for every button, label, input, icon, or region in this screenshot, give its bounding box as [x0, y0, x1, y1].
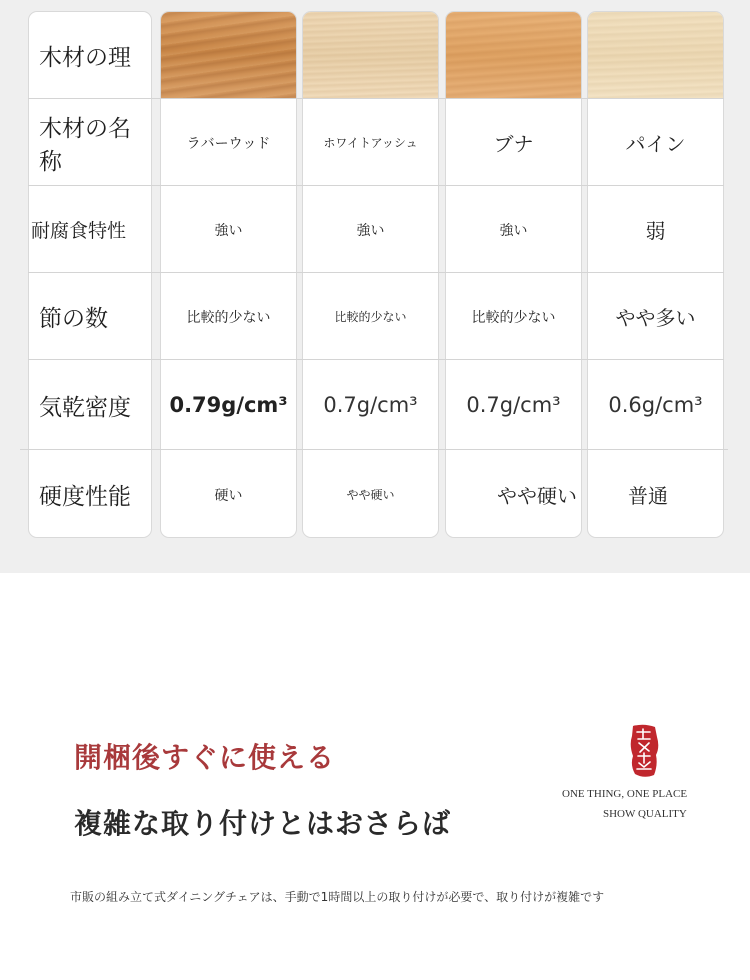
row-label-grain: 木材の理	[39, 45, 131, 71]
density-value: 0.79g/cm³	[169, 393, 288, 417]
table-divider	[20, 449, 728, 450]
hardness-value: 普通	[628, 484, 668, 508]
wood-name: ブナ	[493, 132, 534, 156]
table-divider	[28, 185, 724, 186]
wood-column-pine	[587, 11, 724, 538]
brand-slogan-line1: ONE THING, ONE PLACE	[562, 788, 688, 800]
row-label-knots: 節の数	[39, 306, 108, 332]
knots-value: 比較的少ない	[334, 310, 407, 324]
density-value: 0.7g/cm³	[323, 393, 418, 417]
hardness-value: やや硬い	[497, 484, 577, 508]
corrosion-value: 強い	[499, 222, 528, 239]
table-divider	[28, 98, 724, 99]
wood-grain-swatch	[446, 12, 581, 99]
row-label-density: 気乾密度	[39, 394, 131, 421]
table-divider	[28, 359, 724, 360]
density-value: 0.7g/cm³	[466, 393, 561, 417]
wood-column-white-ash	[302, 11, 439, 538]
wood-grain-swatch	[161, 12, 296, 99]
wood-column-beech	[445, 11, 582, 538]
promo-description: 市販の組み立て式ダイニングチェアは、手動で1時間以上の取り付けが必要で、取り付けが複雑です	[70, 890, 605, 904]
corrosion-value: 強い	[356, 222, 385, 239]
corrosion-value: 強い	[214, 222, 243, 239]
wood-grain-swatch	[303, 12, 438, 99]
row-label-name: 木材の名称	[39, 115, 131, 175]
knots-value: 比較的少ない	[471, 309, 556, 326]
brand-seal-logo	[627, 723, 661, 779]
knots-value: 比較的少ない	[186, 309, 271, 326]
promo-subheadline: 複雑な取り付けとはおさらば	[74, 807, 452, 840]
row-label-column	[28, 11, 152, 538]
row-label-hardness: 硬度性能	[39, 484, 131, 510]
hardness-value: やや硬い	[346, 488, 395, 502]
table-divider	[28, 272, 724, 273]
knots-value: やや多い	[615, 306, 696, 330]
promo-headline: 開梱後すぐに使える	[74, 741, 336, 774]
wood-name: パイン	[625, 132, 686, 156]
density-value: 0.6g/cm³	[608, 393, 703, 417]
wood-name: ホワイトアッシュ	[323, 136, 418, 150]
wood-name: ラバーウッド	[186, 135, 271, 152]
wood-column-rubberwood	[160, 11, 297, 538]
brand-slogan-line2: SHOW QUALITY	[603, 808, 687, 820]
hardness-value: 硬い	[214, 487, 243, 504]
wood-grain-swatch	[588, 12, 723, 99]
corrosion-value: 弱	[645, 219, 666, 243]
row-label-corrosion: 耐腐食特性	[31, 220, 127, 242]
